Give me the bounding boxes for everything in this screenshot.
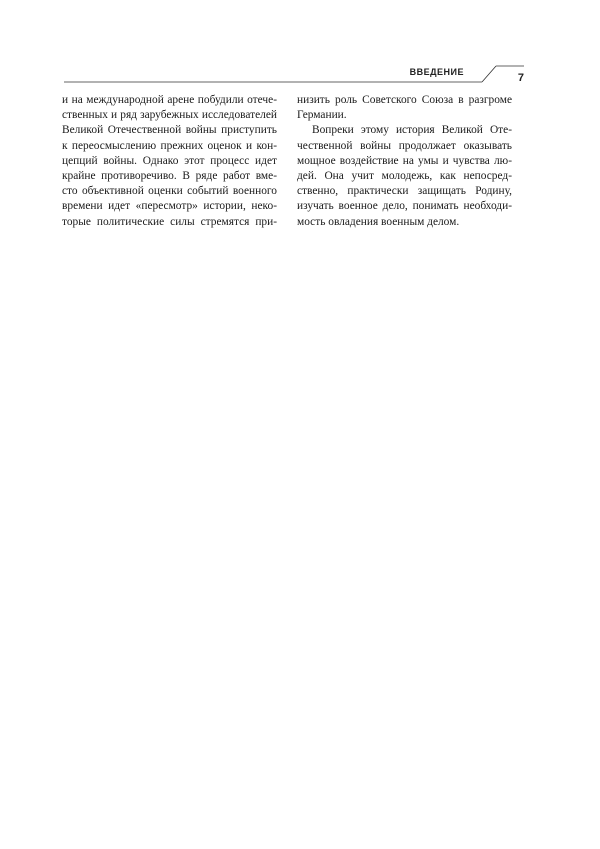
text-line: дей. Она учит молодежь, как непосред- (297, 170, 512, 183)
paragraph (62, 93, 277, 230)
text-line: ственных и ряд зарубежных исследователей (62, 109, 277, 122)
text-line: к переосмыслению прежних оценок и кон- (62, 139, 277, 152)
text-line: низить роль Советского Союза в разгроме (297, 94, 512, 106)
running-header (64, 62, 524, 92)
text-line: и на международной арене побудили отече- (62, 94, 277, 106)
page-number: 7 (517, 72, 524, 84)
text-line: цепций войны. Однако этот процесс идет (62, 154, 277, 167)
text-line: сто объективной оценки событий военного (62, 185, 277, 198)
left-column (62, 93, 277, 230)
text-line: Вопреки этому история Великой Оте- (312, 124, 512, 137)
text-line: времени идет «пересмотр» истории, неко- (62, 200, 277, 213)
section-title: ВВЕДЕНИЕ (409, 67, 464, 77)
text-line: торые политические силы стремятся при- (62, 215, 277, 228)
paragraph (297, 123, 512, 229)
text-line: крайне противоречиво. В ряде работ вме- (62, 170, 277, 183)
text-line: Великой Отечественной войны приступить (62, 124, 277, 137)
text-line: Германии. (297, 109, 347, 122)
paragraph (297, 93, 512, 123)
text-line: ственно, практически защищать Родину, (297, 185, 512, 198)
text-line: мощное воздействие на умы и чувства лю- (297, 154, 512, 167)
text-line: мость овладения военным делом. (297, 215, 460, 228)
right-column (297, 93, 512, 230)
text-line: изучать военное дело, понимать необходи- (297, 200, 512, 213)
text-line: чественной войны продолжает оказывать (297, 139, 512, 152)
